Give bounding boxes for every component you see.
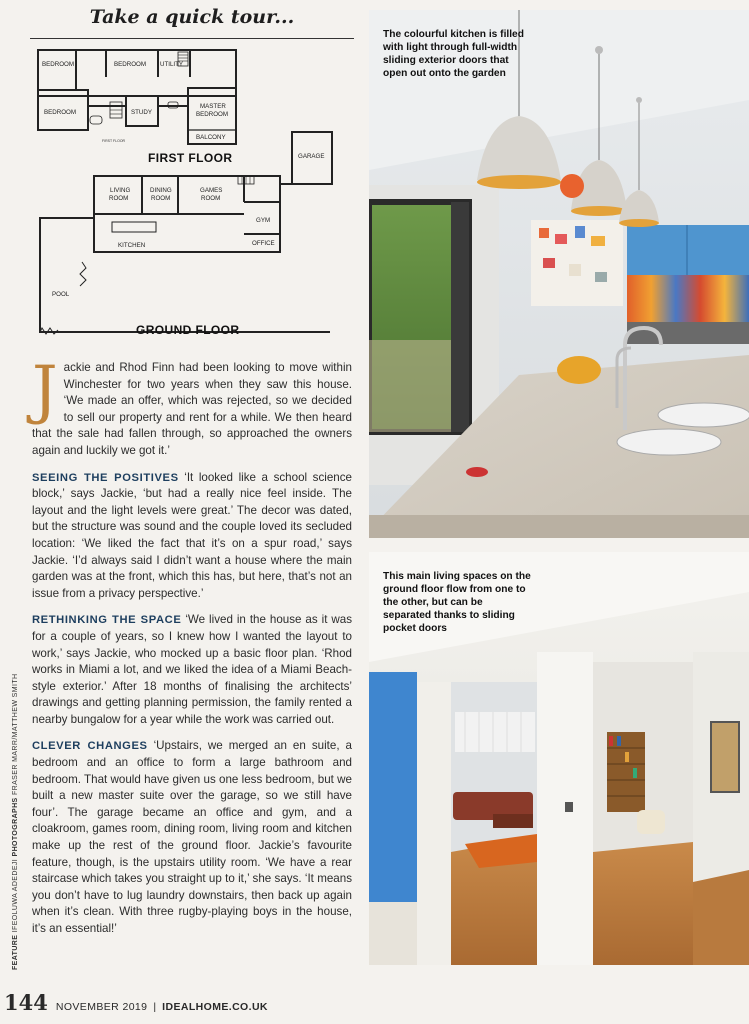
intro-text: ackie and Rhod Finn had been looking to move within Winchester for two years when they saw this house. ‘We made an offer, which was rejected, so we decided to sell our property and rent for a while. We then heard that the sale had fallen through, so approached the owners again and luckily we got it.’: [32, 361, 352, 457]
page-number: 144: [4, 990, 48, 1015]
ff-room-study: STUDY: [131, 109, 152, 116]
gf-room-living: LIVING ROOM: [109, 187, 131, 202]
gf-room-games: GAMES ROOM: [200, 187, 223, 202]
footer-separator: |: [153, 1001, 157, 1013]
ff-small-marker: FIRST FLOOR: [102, 139, 126, 143]
tour-title: Take a quick tour...: [89, 6, 295, 28]
section-seeing-positives: [32, 470, 352, 603]
subhead-rethinking-space: RETHINKING THE SPACE: [32, 614, 182, 627]
subhead-clever-changes: CLEVER CHANGES: [32, 740, 148, 753]
ground-floor-label: GROUND FLOOR: [136, 323, 240, 337]
ff-room-balcony: BALCONY: [196, 134, 226, 141]
gf-room-kitchen: KITCHEN: [118, 242, 146, 249]
ff-room-bedroom-lower: BEDROOM: [44, 109, 76, 116]
credit-photos-label: PHOTOGRAPHS: [12, 797, 19, 857]
drop-cap: J: [32, 353, 58, 427]
ff-room-utility: UTILITY: [160, 61, 184, 68]
article-body: [32, 353, 352, 948]
living-caption: This main living spaces on the ground floor flow from one to the other, but can be separated thanks to sliding pocket doors: [383, 571, 531, 634]
issue-date: NOVEMBER 2019: [55, 1001, 148, 1013]
section-text: ‘It looked like a school science block,’ says Jackie, ‘but had a really nice feel inside. The layout and the light levels were great.’ The decor was dated, but the structure was sound and the couple loved its secluded location: ‘We liked the fact that it’s on a spur road,’ says Jackie. ‘I’d always said I didn’t want a house where the main garden was at the front, which this has, but here, that’s not an issue from a privacy perspective.’: [32, 470, 352, 600]
section-text: ‘We lived in the house as it was for a couple of years, so I knew how I wanted the layout to work,’ says Jackie, who mocked up a basic floor plan. ‘Rhod works in Miami a lot, and we liked the idea of a Miami Beach-style exterior.’ After 18 months of finalising the architects’ drawings and getting planning permission, the family rented a nearby bungalow for a year while the work was carried out.: [32, 613, 352, 726]
gf-room-gym: GYM: [256, 217, 271, 224]
page-footer: [4, 990, 404, 1014]
gf-room-dining: DINING ROOM: [150, 187, 172, 202]
floor-plan: [30, 42, 354, 342]
intro-paragraph: [32, 353, 352, 460]
website: IDEALHOME.CO.UK: [162, 1001, 268, 1013]
title-divider: [30, 38, 354, 39]
ff-room-master: MASTER BEDROOM: [196, 103, 228, 118]
section-clever-changes: [32, 738, 352, 937]
living-photo: [369, 552, 749, 965]
gf-room-pool: POOL: [52, 291, 70, 298]
ff-room-bedroom-left: BEDROOM: [42, 61, 74, 68]
credit-feature-name: IFEOLUWA ADEDEJI: [12, 858, 19, 933]
subhead-seeing-positives: SEEING THE POSITIVES: [32, 471, 179, 484]
gf-room-office: OFFICE: [252, 240, 275, 247]
photo-credit: [12, 674, 19, 970]
ff-room-bedroom-mid: BEDROOM: [114, 61, 146, 68]
kitchen-photo: [369, 10, 749, 538]
kitchen-caption: The colourful kitchen is filled with light through full-width sliding exterior doors that open out onto the garden: [383, 29, 524, 79]
section-rethinking-space: [32, 612, 352, 728]
kitchen-photo-image: [369, 10, 749, 538]
credit-photos-name: FRASER MARR/MATTHEW SMITH: [12, 673, 19, 796]
gf-room-garage: GARAGE: [298, 153, 325, 160]
credit-feature-label: FEATURE: [12, 934, 19, 970]
floor-plan-drawing: [30, 42, 354, 342]
first-floor-label: FIRST FLOOR: [148, 151, 233, 165]
section-text: ‘Upstairs, we merged an en suite, a bedroom and an office to form a large bathroom and bedroom. That would have given us one less bedroom, but we built a new master suite over the garage, so we still have four’. The garage became an office and gym, and a cloakroom, games room, dining room, living room and kitchen make up the rest of the ground floor. Jackie’s favourite feature, though, is the upstairs utility room. ‘We have a rear staircase which takes you straight up to it,’ she says. ‘It means you don’t have to lug laundry downstairs, then back up again when it’s clean. With three rugby-playing boys in the house, it’s an essential!’: [32, 739, 352, 935]
